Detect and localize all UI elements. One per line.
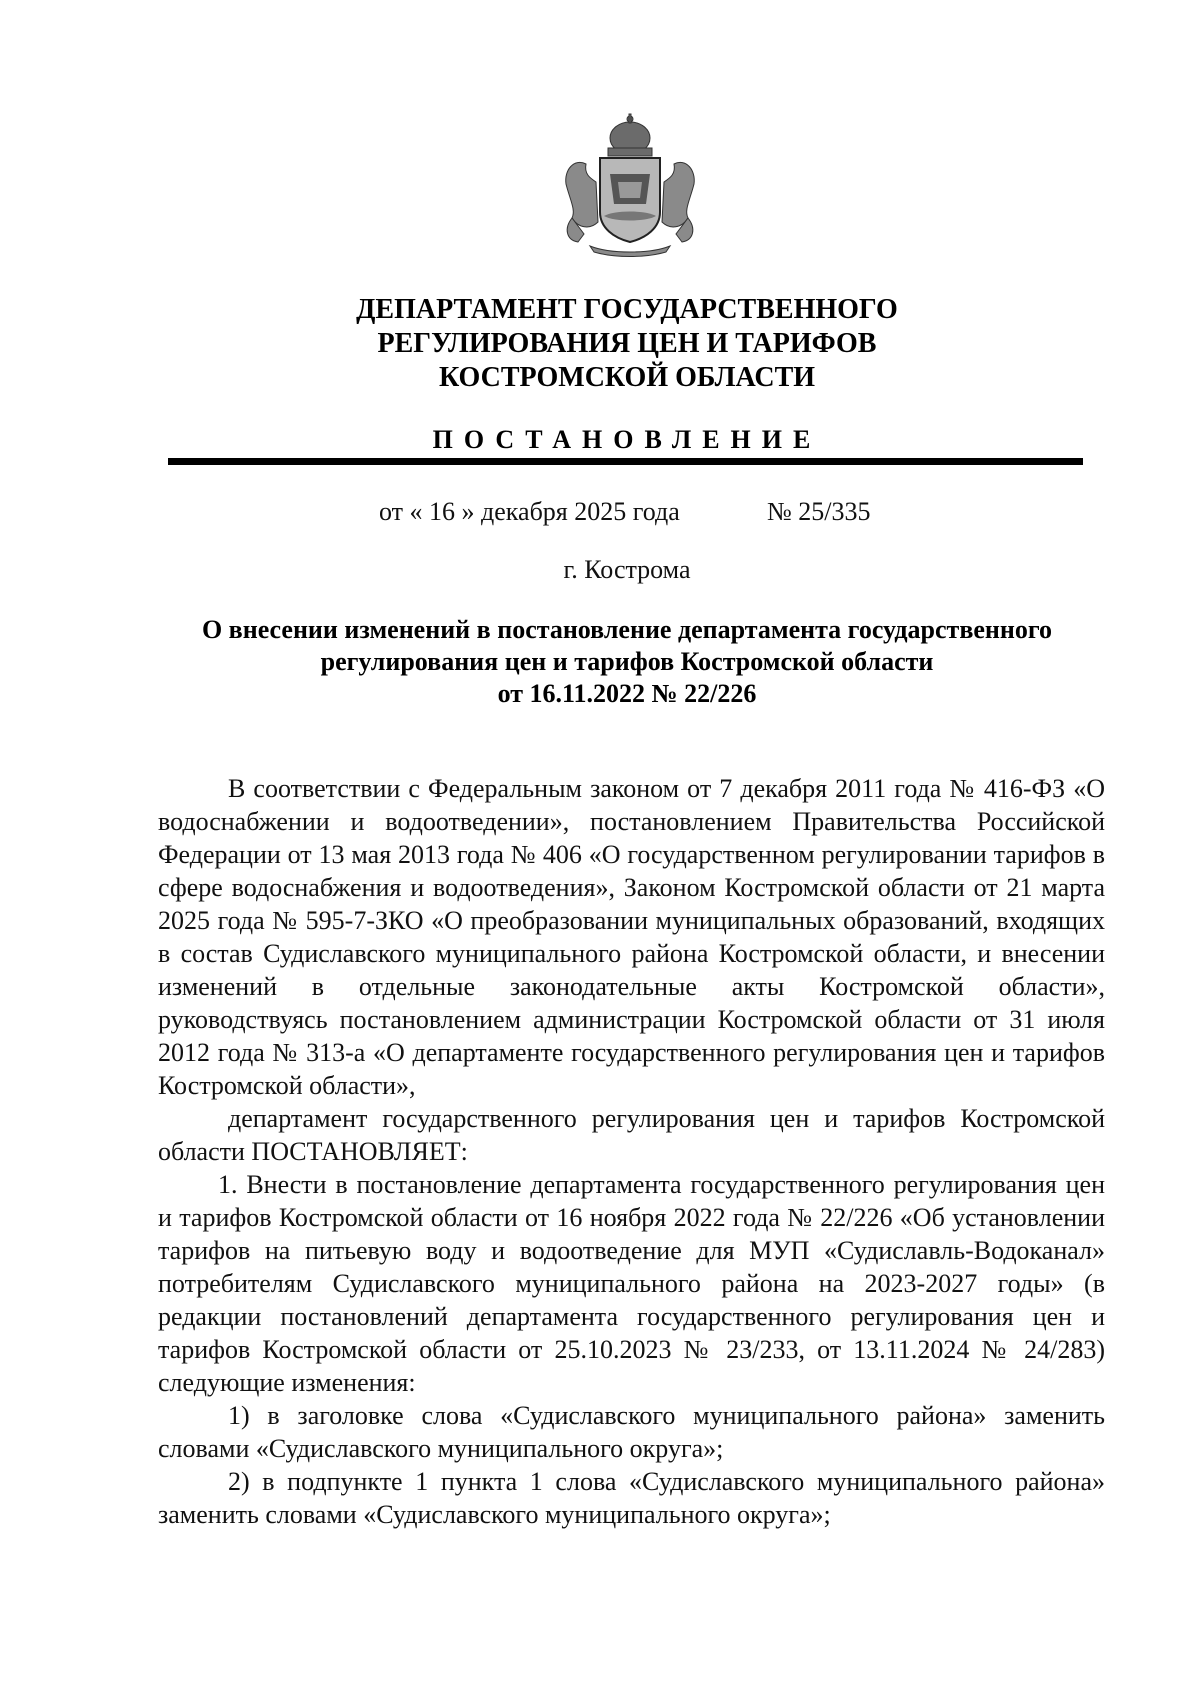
header-divider-rule [168, 458, 1083, 465]
subject-line-1: О внесении изменений в постановление департамента государственного [201, 615, 1053, 644]
issue-city: г. Кострома [563, 555, 691, 584]
kostroma-coat-of-arms-emblem [560, 112, 700, 258]
decree-subject [0, 614, 1200, 710]
department-line-1: ДЕПАРТАМЕНТ ГОСУДАРСТВЕННОГО [356, 294, 898, 325]
decree-date: от « 16 » декабря 2025 года [379, 497, 680, 526]
department-line-2: РЕГУЛИРОВАНИЯ ЦЕН И ТАРИФОВ [377, 328, 877, 359]
subject-line-3: от 16.11.2022 № 22/226 [497, 679, 757, 708]
subclause-2-paragraph: 2) в подпункте 1 пункта 1 слова «Судиславского муниципального района» заменить словами «Судиславского муниципального округа»; [158, 1467, 1105, 1529]
document-body [158, 772, 1105, 1531]
department-heading [0, 293, 1200, 395]
resolution-paragraph: департамент государственного регулирования цен и тарифов Костромской области ПОСТАНОВЛЯЕТ: [158, 1104, 1105, 1166]
subclause-1-paragraph: 1) в заголовке слова «Судиславского муниципального района» заменить словами «Судиславского муниципального округа»; [158, 1401, 1105, 1463]
department-line-3: КОСТРОМСКОЙ ОБЛАСТИ [438, 362, 816, 393]
preamble-paragraph: В соответствии с Федеральным законом от 7 декабря 2011 года № 416-ФЗ «О водоснабжении и водоотведении», постановлением Правительства Российской Федерации от 13 мая 2013 года № 406 «О государственном регулировании тарифов в сфере водоснабжения и водоотведения», Законом Костромской области от 21 марта 2025 года № 595-7-ЗКО «О преобразовании муниципальных образований, входящих в состав Судиславского муниципального района Костромской области, и внесении изменений в отдельные законодательные акты Костромской области», руководствуясь постановлением администрации Костромской области от 31 июля 2012 года № 313-а «О департаменте государственного регулирования цен и тарифов Костромской области», [158, 774, 1105, 1100]
decree-number: № 25/335 [767, 497, 871, 526]
document-type-title: ПОСТАНОВЛЕНИЕ [432, 425, 822, 454]
subject-line-2: регулирования цен и тарифов Костромской области [320, 647, 934, 676]
clause-1-paragraph: 1. Внести в постановление департамента государственного регулирования цен и тарифов Костромской области от 16 ноября 2022 года № 22/226 «Об установлении тарифов на питьевую воду и водоотведение для МУП «Судиславль-Водоканал» потребителям Судиславского муниципального района на 2023-2027 годы» (в редакции постановлений департамента государственного регулирования цен и тарифов Костромской области от 25.10.2023 № 23/233, от 13.11.2024 № 24/283) следующие изменения: [158, 1170, 1105, 1397]
